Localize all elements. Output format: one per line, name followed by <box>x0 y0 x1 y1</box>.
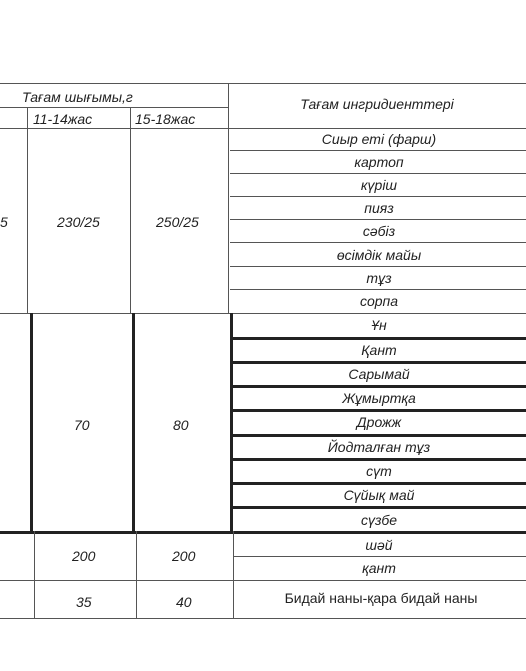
group2-value-11-14: 70 <box>74 417 90 433</box>
ingredient-cell: сорпа <box>359 293 399 309</box>
group1-bottom-border <box>0 313 526 314</box>
group4-value-11-14: 35 <box>76 594 92 610</box>
ingredient-cell: Жұмыртқа <box>342 390 416 406</box>
row-line <box>232 385 526 388</box>
row-line <box>232 434 526 437</box>
ingredient-cell: өсімдік майы <box>336 247 422 263</box>
age-11-14-header: 11-14жас <box>33 111 93 127</box>
table-bottom-border <box>0 618 526 619</box>
row-line <box>232 409 526 412</box>
ingredients-header: Тағам ингридиенттері <box>300 96 454 112</box>
row-line <box>230 266 526 267</box>
row-line <box>230 242 526 243</box>
header-bottom-border <box>0 128 526 129</box>
row-line <box>230 289 526 290</box>
ingredient-cell: сүзбе <box>360 512 397 528</box>
table-top-border <box>0 83 526 84</box>
header-subdivider <box>0 107 228 108</box>
group1-value-11-14: 230/25 <box>57 214 100 230</box>
group3-value-11-14: 200 <box>72 548 96 564</box>
col-divider-b <box>136 531 137 618</box>
col-divider-ingredients <box>228 83 229 313</box>
ingredient-cell: Сарымай <box>348 366 410 382</box>
row-line <box>234 556 526 557</box>
ingredient-cell: сүт <box>366 463 392 479</box>
group3-bottom-border <box>0 580 526 581</box>
group2-value-15-18: 80 <box>173 417 189 433</box>
ingredient-cell: Сүйық май <box>343 487 415 503</box>
col-divider-a <box>34 531 35 618</box>
col-divider-b <box>132 313 135 531</box>
ingredient-cell: шәй <box>365 537 393 553</box>
row-line <box>232 337 526 340</box>
ingredient-cell: картоп <box>354 154 404 170</box>
col-divider-a <box>27 107 28 313</box>
age-15-18-header: 15-18жас <box>135 111 196 127</box>
ingredient-cell: Йодталған тұз <box>327 439 431 455</box>
output-header: Тағам шығымы,г <box>22 89 133 105</box>
ingredient-cell: Дрожж <box>356 414 402 430</box>
group2-bottom-border <box>0 531 526 534</box>
row-line <box>232 482 526 485</box>
group1-value-15-18: 250/25 <box>156 214 199 230</box>
ingredient-cell: пияз <box>364 200 394 216</box>
ingredient-cell: сәбіз <box>362 223 396 239</box>
group3-value-15-18: 200 <box>172 548 196 564</box>
row-line <box>232 458 526 461</box>
group4-value-15-18: 40 <box>176 594 192 610</box>
row-line <box>230 196 526 197</box>
col-divider-a <box>30 313 33 531</box>
row-line <box>230 219 526 220</box>
row-line <box>230 150 526 151</box>
ingredient-cell: Қант <box>361 342 397 358</box>
row-line <box>230 173 526 174</box>
row-line <box>232 506 526 509</box>
ingredient-cell: Бидай наны-қара бидай наны <box>284 590 478 606</box>
ingredient-cell: қант <box>362 560 396 576</box>
ingredient-cell: Ұн <box>371 317 387 333</box>
ingredient-cell: күріш <box>360 177 398 193</box>
group1-left-fragment: 5 <box>0 214 8 230</box>
row-line <box>232 361 526 364</box>
col-divider-b <box>130 107 131 313</box>
ingredient-cell: тұз <box>366 270 392 286</box>
ingredient-cell: Сиыр еті (фарш) <box>321 131 437 147</box>
